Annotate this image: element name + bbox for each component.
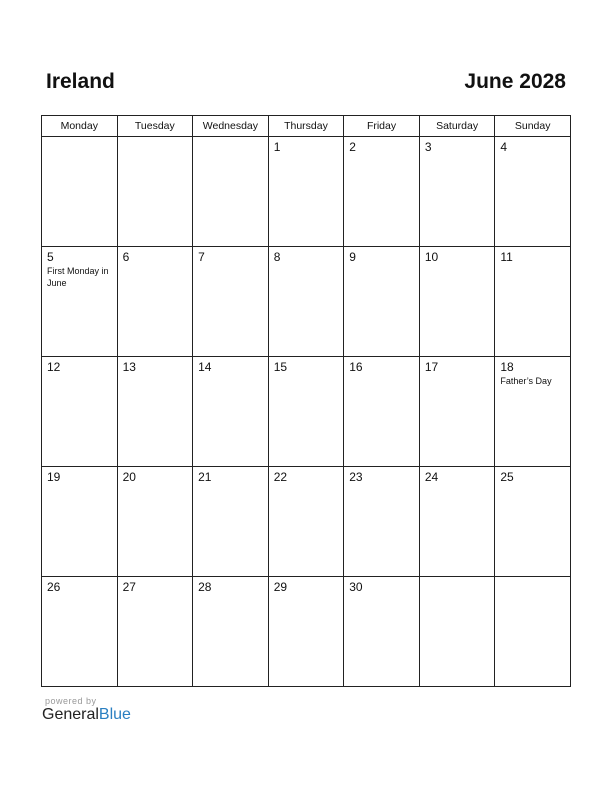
day-number: 12 <box>47 360 61 374</box>
day-cell <box>344 247 420 357</box>
day-cell <box>193 247 269 357</box>
day-number <box>118 137 193 140</box>
weekday-tuesday: Tuesday <box>117 116 193 137</box>
day-number: 8 <box>273 250 281 264</box>
weekday-header-row <box>42 116 571 137</box>
day-cell <box>117 247 193 357</box>
day-number: 20 <box>122 470 136 484</box>
day-cell <box>268 357 344 467</box>
weekday-wednesday: Wednesday <box>193 116 269 137</box>
day-cell <box>419 247 495 357</box>
day-cell <box>42 577 118 687</box>
day-number: 13 <box>122 360 136 374</box>
week-row-3 <box>42 357 571 467</box>
day-number <box>193 137 268 140</box>
day-cell <box>344 577 420 687</box>
day-number: 21 <box>198 470 212 484</box>
week-row-1 <box>42 137 571 247</box>
day-number: 23 <box>349 470 363 484</box>
day-number: 7 <box>198 250 205 264</box>
day-number: 19 <box>47 470 61 484</box>
day-number: 16 <box>349 360 363 374</box>
day-cell <box>419 357 495 467</box>
generalblue-logo[interactable] <box>42 706 131 724</box>
weekday-saturday: Saturday <box>419 116 495 137</box>
week-row-2 <box>42 247 571 357</box>
day-cell <box>344 137 420 247</box>
day-number: 24 <box>424 470 439 484</box>
day-cell <box>495 357 571 467</box>
day-number <box>42 137 117 140</box>
day-cell <box>268 467 344 577</box>
day-number: 9 <box>349 250 356 264</box>
day-cell <box>117 467 193 577</box>
day-cell <box>42 467 118 577</box>
day-number <box>495 577 570 580</box>
day-number: 25 <box>500 470 514 484</box>
brand-part-blue: Blue <box>98 706 131 723</box>
week-row-5 <box>42 577 571 687</box>
day-number: 6 <box>122 250 130 264</box>
weekday-thursday: Thursday <box>268 116 344 137</box>
country-title: Ireland <box>46 70 115 93</box>
day-cell <box>344 467 420 577</box>
day-number: 26 <box>47 580 61 594</box>
holiday-label: Father’s Day <box>500 376 552 386</box>
day-number: 29 <box>273 580 288 594</box>
brand-part-general: General <box>42 706 99 723</box>
footer-branding <box>42 696 131 724</box>
day-number: 1 <box>273 140 281 154</box>
holiday-label: First Monday in June <box>47 266 109 288</box>
week-row-4 <box>42 467 571 577</box>
day-number: 11 <box>500 250 513 264</box>
powered-by-text: powered by <box>45 696 97 706</box>
day-number <box>420 577 495 580</box>
day-cell <box>495 137 571 247</box>
weekday-friday: Friday <box>344 116 420 137</box>
day-number: 17 <box>424 360 439 374</box>
day-number: 2 <box>349 140 356 154</box>
day-cell <box>495 247 571 357</box>
day-cell <box>419 577 495 687</box>
day-cell <box>42 137 118 247</box>
day-cell <box>419 467 495 577</box>
day-cell <box>495 467 571 577</box>
day-cell <box>193 357 269 467</box>
day-cell <box>344 357 420 467</box>
day-cell <box>42 247 118 357</box>
day-cell <box>193 467 269 577</box>
day-cell <box>268 577 344 687</box>
day-cell <box>268 137 344 247</box>
day-cell <box>495 577 571 687</box>
day-number: 5 <box>47 250 54 264</box>
day-number: 18 <box>500 360 514 374</box>
day-number: 30 <box>349 580 363 594</box>
day-number: 28 <box>198 580 212 594</box>
day-number: 3 <box>424 140 432 154</box>
day-number: 27 <box>122 580 136 594</box>
day-number: 4 <box>500 140 508 154</box>
day-number: 14 <box>198 360 212 374</box>
day-cell <box>42 357 118 467</box>
day-number: 22 <box>273 470 288 484</box>
weekday-sunday: Sunday <box>495 116 571 137</box>
day-cell <box>117 577 193 687</box>
calendar-grid <box>41 115 571 687</box>
weekday-monday: Monday <box>42 116 118 137</box>
day-cell <box>419 137 495 247</box>
month-year-title: June 2028 <box>464 70 566 93</box>
day-cell <box>193 137 269 247</box>
day-cell <box>117 357 193 467</box>
day-number: 15 <box>273 360 288 374</box>
day-cell <box>193 577 269 687</box>
day-number: 10 <box>424 250 439 264</box>
day-cell <box>268 247 344 357</box>
day-cell <box>117 137 193 247</box>
